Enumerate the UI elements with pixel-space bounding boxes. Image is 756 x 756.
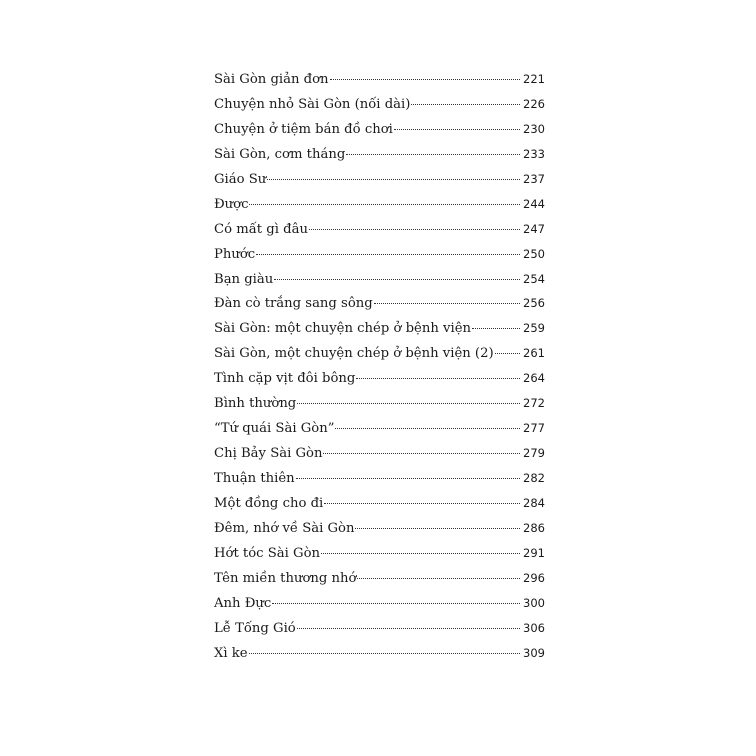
toc-dot-leader <box>267 179 520 180</box>
toc-entry-page: 309 <box>523 645 545 660</box>
toc-dot-leader <box>321 553 520 554</box>
toc-entry <box>214 197 545 222</box>
toc-dot-leader <box>249 653 520 654</box>
toc-entry-page: 221 <box>523 72 545 86</box>
toc-entry <box>214 247 545 272</box>
toc-entry <box>214 346 545 371</box>
toc-entry-title: Một đồng cho đi <box>214 495 324 511</box>
toc-dot-leader <box>324 503 520 504</box>
toc-entry-title: Đêm, nhớ về Sài Gòn <box>214 520 355 536</box>
toc-entry-page: 237 <box>523 171 545 186</box>
toc-entry-page: 279 <box>523 446 545 461</box>
toc-entry-title: “Tứ quái Sài Gòn” <box>214 421 335 437</box>
toc-dot-leader <box>411 104 520 105</box>
toc-entry-title: Sài Gòn: một chuyện chép ở bệnh viện <box>214 321 471 337</box>
toc-entry <box>214 421 545 446</box>
toc-entry <box>214 147 545 172</box>
toc-entry-title: Chị Bảy Sài Gòn <box>214 446 323 462</box>
toc-entry-page: 306 <box>523 620 545 635</box>
toc-entry-page: 277 <box>523 421 545 436</box>
toc-entry-title: Sài Gòn, một chuyện chép ở bệnh viện (2) <box>214 346 494 362</box>
toc-entry-title: Xì ke <box>214 645 248 661</box>
toc-dot-leader <box>357 578 520 579</box>
toc-entry-title: Phước <box>214 246 256 262</box>
toc-entry <box>214 621 545 646</box>
toc-entry <box>214 646 545 671</box>
toc-dot-leader <box>495 353 520 354</box>
toc-entry-page: 244 <box>523 196 545 211</box>
toc-dot-leader <box>346 154 520 155</box>
toc-dot-leader <box>309 229 520 230</box>
toc-entry-page: 300 <box>523 595 545 610</box>
toc-dot-leader <box>272 603 520 604</box>
toc-entry-page: 261 <box>523 346 545 361</box>
toc-entry-page: 264 <box>523 371 545 386</box>
toc-entry <box>214 296 545 321</box>
toc-dot-leader <box>355 528 520 529</box>
toc-dot-leader <box>256 254 520 255</box>
toc-entry-title: Được <box>214 196 249 212</box>
toc-entry-title: Giáo Sư <box>214 171 267 187</box>
toc-entry-page: 291 <box>523 545 545 560</box>
toc-entry <box>214 172 545 197</box>
toc-entry-page: 233 <box>523 146 545 161</box>
toc-entry-page: 254 <box>523 271 545 286</box>
toc-entry-title: Thuận thiên <box>214 471 295 486</box>
toc-dot-leader <box>330 79 520 80</box>
toc-entry-title: Hớt tóc Sài Gòn <box>214 545 321 561</box>
toc-entry-title: Tên miền thương nhớ <box>214 570 357 586</box>
toc-dot-leader <box>356 378 520 379</box>
toc-dot-leader <box>297 628 520 629</box>
toc-entry-page: 250 <box>523 246 545 261</box>
toc-entry <box>214 97 545 122</box>
toc-entry-page: 284 <box>523 495 545 510</box>
toc-entry <box>214 321 545 346</box>
toc-dot-leader <box>249 204 520 205</box>
toc-entry <box>214 521 545 546</box>
toc-entry-page: 230 <box>523 121 545 136</box>
toc-entry-title: Chuyện nhỏ Sài Gòn (nối dài) <box>214 96 411 112</box>
toc-entry-title: Lễ Tống Gió <box>214 620 296 636</box>
toc-entry-page: 296 <box>523 570 545 585</box>
toc-entry <box>214 371 545 396</box>
toc-entry <box>214 596 545 621</box>
toc-dot-leader <box>323 453 520 454</box>
toc-entry-page: 256 <box>523 296 545 311</box>
toc-entry-title: Sài Gòn giản đơn <box>214 72 329 87</box>
toc-entry <box>214 496 545 521</box>
toc-entry <box>214 122 545 147</box>
toc-dot-leader <box>296 478 520 479</box>
toc-entry <box>214 72 545 97</box>
toc-entry-page: 259 <box>523 321 545 336</box>
toc-entry-title: Có mất gì đâu <box>214 221 308 237</box>
toc-entry <box>214 571 545 596</box>
toc-entry-title: Chuyện ở tiệm bán đồ chơi <box>214 121 393 137</box>
toc-entry-title: Anh Đực <box>214 595 272 611</box>
toc-entry-title: Bạn giàu <box>214 271 274 287</box>
toc-entry <box>214 471 545 496</box>
toc-dot-leader <box>297 403 520 404</box>
toc-dot-leader <box>335 428 520 429</box>
table-of-contents <box>214 72 545 671</box>
toc-entry <box>214 222 545 247</box>
toc-entry-title: Đàn cò trắng sang sông <box>214 296 373 312</box>
toc-entry-title: Sài Gòn, cơm tháng <box>214 146 346 162</box>
toc-dot-leader <box>472 328 520 329</box>
toc-entry-page: 226 <box>523 96 545 111</box>
toc-entry-page: 282 <box>523 471 545 485</box>
toc-entry-page: 247 <box>523 221 545 236</box>
toc-dot-leader <box>394 129 520 130</box>
toc-entry <box>214 272 545 297</box>
toc-entry <box>214 396 545 421</box>
toc-entry-page: 286 <box>523 520 545 535</box>
toc-dot-leader <box>274 279 520 280</box>
toc-dot-leader <box>374 303 520 304</box>
toc-entry <box>214 446 545 471</box>
toc-entry-page: 272 <box>523 396 545 411</box>
toc-entry-title: Tình cặp vịt đôi bông <box>214 371 356 387</box>
toc-entry <box>214 546 545 571</box>
toc-entry-title: Bình thường <box>214 396 297 412</box>
